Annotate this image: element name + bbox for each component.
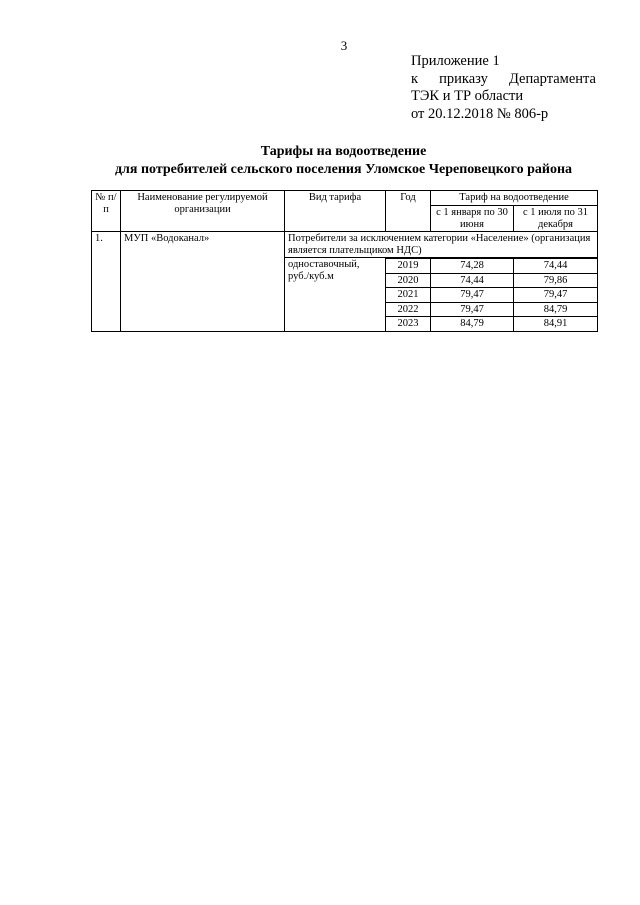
- header-period-1: с 1 января по 30 июня: [431, 206, 514, 232]
- row-kind: одноставочный, руб./куб.м: [285, 258, 386, 332]
- title-line-1: Тарифы на водоотведение: [260, 144, 427, 159]
- header-kind: Вид тарифа: [285, 191, 386, 232]
- header-num: № п/п: [92, 191, 121, 232]
- value-h1: 79,47: [431, 288, 514, 303]
- table-row: [92, 232, 598, 258]
- document-title: [0, 143, 640, 179]
- appendix-line-2: [411, 71, 596, 89]
- year-cell: 2021: [386, 288, 431, 303]
- value-h2: 84,91: [514, 317, 598, 332]
- value-h2: 79,47: [514, 288, 598, 303]
- appendix-word: Департамента: [508, 70, 596, 87]
- header-tariff: Тариф на водоотведение: [431, 191, 598, 206]
- row-org: МУП «Водоканал»: [121, 232, 285, 332]
- year-cell: 2019: [386, 259, 431, 274]
- value-h1: 79,47: [431, 302, 514, 317]
- year-cell: 2020: [386, 273, 431, 288]
- value-h2: 84,79: [514, 302, 598, 317]
- title-line-2: для потребителей сельского поселения Уломское Череповецкого района: [114, 162, 573, 177]
- page-number: 3: [340, 38, 348, 53]
- appendix-line-1: Приложение 1: [411, 53, 500, 69]
- year-cell: 2023: [386, 317, 431, 332]
- row-consumers: Потребители за исключением категории «Население» (организация является плательщиком НДС): [285, 232, 598, 258]
- header-year: Год: [386, 191, 431, 232]
- value-h2: 79,86: [514, 273, 598, 288]
- value-h2: 74,44: [514, 259, 598, 274]
- value-h1: 74,28: [431, 259, 514, 274]
- year-cell: 2022: [386, 302, 431, 317]
- row-num: 1.: [92, 232, 121, 332]
- header-org: Наименование регулируемой организации: [121, 191, 285, 232]
- tariff-table: [91, 190, 598, 332]
- appendix-line-4: от 20.12.2018 № 806-р: [411, 105, 549, 122]
- value-h1: 84,79: [431, 317, 514, 332]
- header-period-2: с 1 июля по 31 декабря: [514, 206, 598, 232]
- appendix-line-3: ТЭК и ТР области: [411, 88, 524, 104]
- value-h1: 74,44: [431, 273, 514, 288]
- appendix-word: к: [411, 70, 419, 87]
- appendix-word: приказу: [439, 70, 488, 87]
- appendix-block: [411, 53, 596, 123]
- table-header-row: [92, 191, 598, 206]
